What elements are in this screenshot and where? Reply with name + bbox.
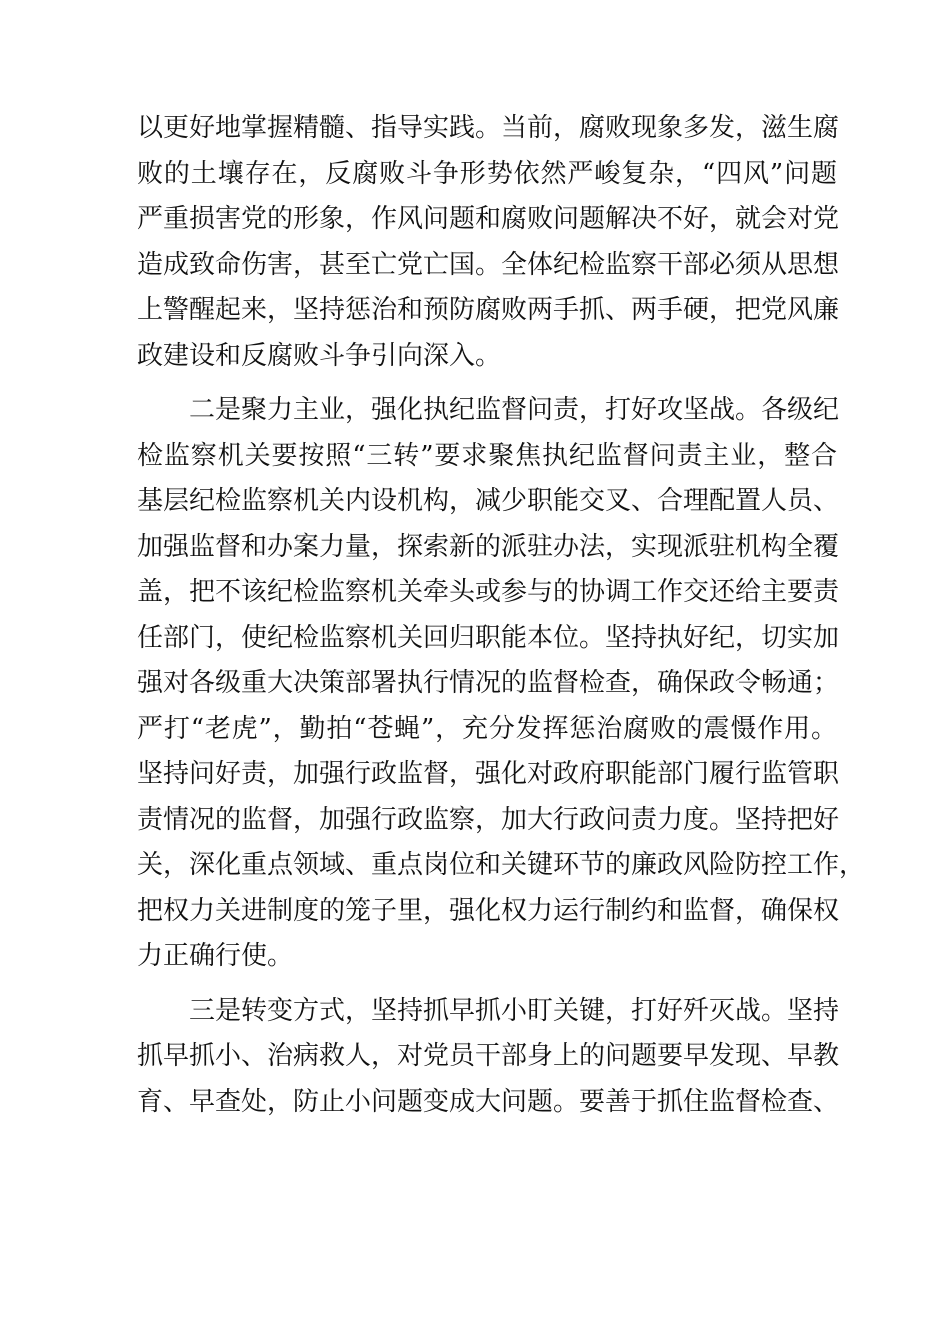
text-line: 任部门，使纪检监察机关回归职能本位。坚持执好纪，切实加 xyxy=(137,622,840,653)
text-line: 加强监督和办案力量，探索新的派驻办法，实现派驻机构全覆 xyxy=(137,531,840,562)
text-line: 造成致命伤害，甚至亡党亡国。全体纪检监察干部必须从思想 xyxy=(137,249,840,280)
text-line: 强对各级重大决策部署执行情况的监督检查，确保政令畅通； xyxy=(137,668,840,698)
paragraph-2 xyxy=(137,388,866,980)
text-line: 责情况的监督，加强行政监察，加大行政问责力度。坚持把好 xyxy=(137,804,840,835)
text-line: 基层纪检监察机关内设机构，减少职能交叉、合理配置人员、 xyxy=(137,486,840,516)
text-line: 二是聚力主业，强化执纪监督问责，打好攻坚战。各级纪 xyxy=(189,395,840,425)
text-line: 力正确行使。 xyxy=(137,941,294,971)
paragraph-3 xyxy=(137,989,840,1126)
text-line: 坚持问好责，加强行政监督，强化对政府职能部门履行监管职 xyxy=(137,759,840,789)
text-line: 盖，把不该纪检监察机关牵头或参与的协调工作交还给主要责 xyxy=(137,577,840,607)
text-line: 以更好地掌握精髓、指导实践。当前，腐败现象多发，滋生腐 xyxy=(137,113,840,143)
text-line: 三是转变方式，坚持抓早抓小盯关键，打好歼灭战。坚持 xyxy=(189,995,840,1026)
text-line: 严重损害党的形象，作风问题和腐败问题解决不好，就会对党 xyxy=(137,204,840,234)
text-line: 上警醒起来，坚持惩治和预防腐败两手抓、两手硬，把党风廉 xyxy=(137,295,840,325)
text-line: 抓早抓小、治病救人，对党员干部身上的问题要早发现、早教 xyxy=(137,1041,840,1071)
paragraph-1 xyxy=(137,106,840,379)
paragraph-spacer xyxy=(137,980,837,989)
document-body xyxy=(137,106,866,1125)
text-line: 把权力关进制度的笼子里，强化权力运行制约和监督，确保权 xyxy=(137,895,840,926)
text-line: 严打“老虎”，勤拍“苍蝇”，充分发挥惩治腐败的震慑作用。 xyxy=(137,713,837,744)
paragraph-spacer xyxy=(137,379,837,388)
text-line: 检监察机关要按照“三转”要求聚焦执纪监督问责主业，整合 xyxy=(137,440,837,471)
text-line: 败的土壤存在，反腐败斗争形势依然严峻复杂，“四风”问题 xyxy=(137,158,837,189)
text-line: 育、早查处，防止小问题变成大问题。要善于抓住监督检查、 xyxy=(137,1086,840,1117)
text-line: 政建设和反腐败斗争引向深入。 xyxy=(137,340,502,371)
text-line: 关，深化重点领域、重点岗位和关键环节的廉政风险防控工作， xyxy=(137,850,866,880)
